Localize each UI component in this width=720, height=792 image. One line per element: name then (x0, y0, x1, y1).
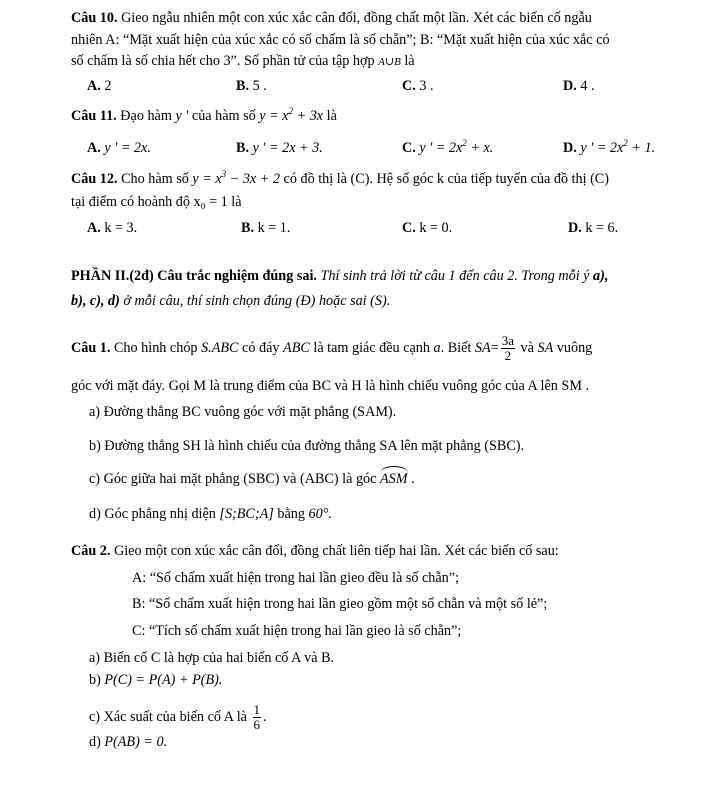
q11-option-b: B. y ' = 2x + 3. (236, 140, 323, 156)
p2-item-c: c) Xác suất của biến cố A là $\frac{1}{6}$ . (89, 702, 267, 732)
q10-option-a: A. 2 (87, 78, 112, 94)
q12-line1: Câu 12. Cho hàm số $y = x^3 - 3x + 2$ có đồ thị là (C). Hệ số góc k của tiếp tuyến của đồ thị (C) (71, 169, 609, 187)
q12-label: Câu 12. (71, 171, 118, 187)
q10-line3 (71, 52, 415, 71)
q11-line1: Câu 11. Đạo hàm y ' của hàm số $y = x^2 + 3x$ là (71, 106, 337, 124)
q12-function: $y = x^3 - 3x + 2$ (192, 169, 280, 187)
q12-option-c: C. k = 0. (402, 220, 453, 236)
p2-fraction: $\frac{1}{6}$ (253, 702, 261, 732)
p1-item-d: d) Góc phẳng nhị diện [S;BC;A] bằng 60°. (89, 506, 332, 522)
q10-label: Câu 10. (71, 10, 118, 26)
q11-label: Câu 11. (71, 108, 117, 124)
q10-option-d: D. 4 . (563, 78, 595, 94)
q10-text3b: là (400, 53, 415, 69)
q10-text3a: số chấm là số chia hết cho 3”. Số phần tử của tập hợp (71, 53, 379, 69)
p1-item-b: b) Đường thẳng SH là hình chiếu của đường thẳng SA lên mặt phẳng (SBC). (89, 438, 525, 454)
q12-option-d: D. k = 6. (568, 220, 619, 236)
q10-text1: Gieo ngẫu nhiên một con xúc xắc cân đối, đồng chất một lần. Xét các biến cố ngẫu (117, 10, 592, 26)
q12-option-b: B. k = 1. (241, 220, 291, 236)
q10-option-b: B. 5 . (236, 78, 267, 94)
q12-option-a: A. k = 3. (87, 220, 138, 236)
p2-event-b: B: “Số chấm xuất hiện trong hai lần gieo gồm một số chẵn và một số lẻ”; (132, 596, 548, 612)
q11-option-d: D. y ' = $2x^2 + 1$. (563, 138, 656, 156)
angle-asm: ASM (379, 471, 408, 487)
q10-line2: nhiên A: “Mặt xuất hiện của xúc xắc có số chấm là số chẵn”; B: “Mặt xuất hiện của xúc xắc có (71, 32, 610, 48)
q11-function: $y = x^2 + 3x$ (259, 106, 324, 124)
part2-line2: b), c), d) ở mỗi câu, thí sinh chọn đúng (Đ) hoặc sai (S). (71, 293, 391, 309)
p1-label: Câu 1. (71, 339, 111, 356)
p2-item-b: b) P(C) = P(A) + P(B). (89, 672, 223, 688)
p2-item-d: d) P(AB) = 0. (89, 734, 168, 750)
p2-label: Câu 2. (71, 543, 111, 559)
p1-item-a: a) Đường thẳng BC vuông góc với mặt phẳng (SAM). (89, 404, 397, 420)
p1-item-c: c) Góc giữa hai mặt phẳng (SBC) và (ABC) là góc ASM . (89, 471, 415, 487)
p2-item-a: a) Biến cố C là hợp của hai biến cố A và B. (89, 650, 335, 666)
q10-option-c: C. 3 . (402, 78, 434, 94)
q11-option-c: C. y ' = $2x^2 + x$. (402, 138, 494, 156)
part2-title: PHẦN II.(2đ) Câu trắc nghiệm đúng sai. (71, 268, 317, 284)
p2-line1: Câu 2. Gieo một con xúc xắc cân đối, đồng chất liên tiếp hai lần. Xét các biến cố sau: (71, 543, 559, 559)
q10-union: A∪B (378, 56, 401, 68)
q12-line2: tại điểm có hoành độ x₀ = 1 là (71, 194, 242, 210)
p1-fraction: $\frac{3a}{2}$ (501, 333, 514, 363)
p2-event-c: C: “Tích số chấm xuất hiện trong hai lần gieo là số chẵn”; (132, 623, 462, 639)
p1-line2: góc với mặt đáy. Gọi M là trung điểm của BC và H là hình chiếu vuông góc của A lên SM . (71, 378, 590, 394)
q10-line1 (71, 9, 592, 27)
part2-heading: PHẦN II.(2đ) Câu trắc nghiệm đúng sai. Thí sinh trả lời từ câu 1 đến câu 2. Trong mỗi ý a), (71, 268, 609, 284)
p1-line1: Câu 1. Cho hình chóp S.ABC có đáy ABC là tam giác đều cạnh a. Biết SA= $\frac{3a}{2}$ và SA vuông (71, 333, 593, 363)
q11-option-a: A. y ' = 2x. (87, 140, 151, 156)
p2-event-a: A: “Số chấm xuất hiện trong hai lần gieo đều là số chẵn”; (132, 570, 460, 586)
